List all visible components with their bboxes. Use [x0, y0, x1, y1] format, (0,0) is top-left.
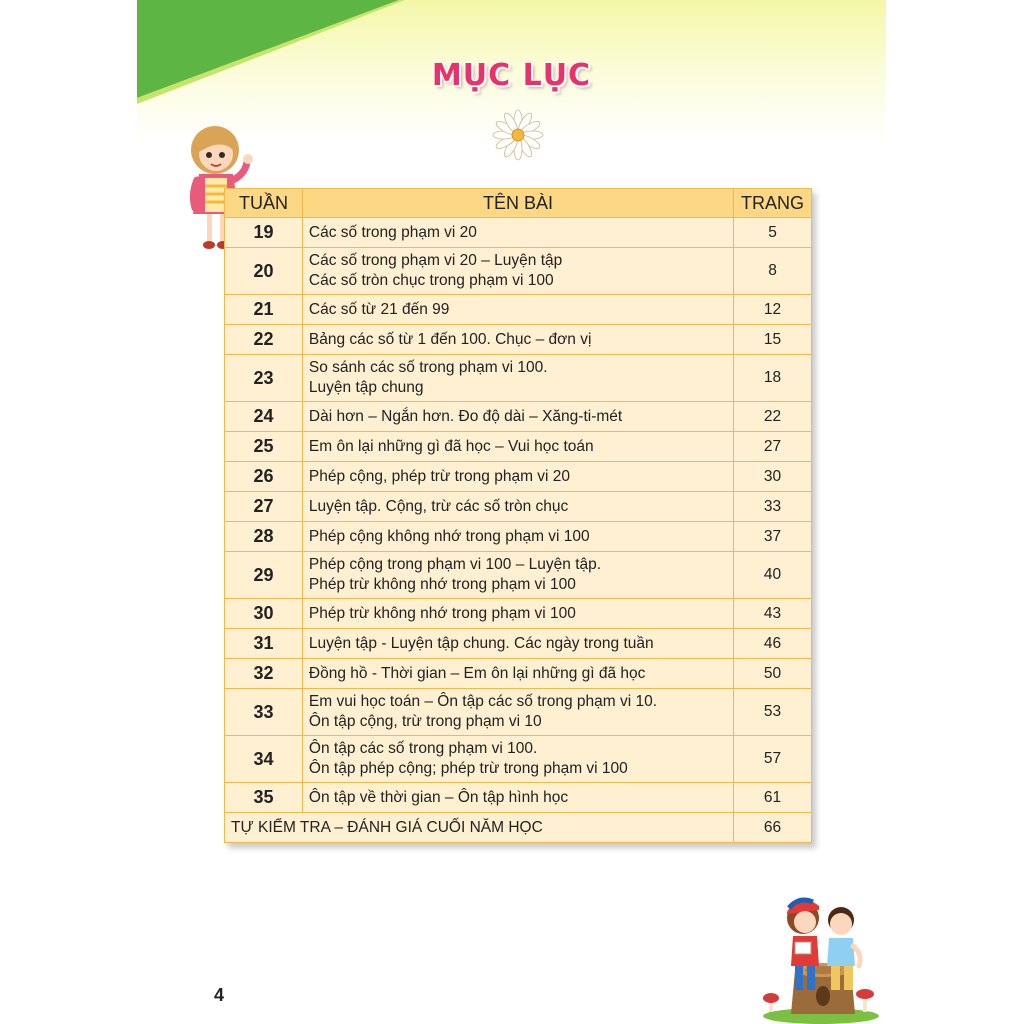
page-number: 4 [214, 985, 225, 1005]
lesson-title-line: Luyện tập chung [308, 379, 424, 396]
page-column-header: TRANG [734, 189, 812, 218]
lesson-title [302, 629, 733, 659]
table-row [225, 462, 812, 492]
table-row [225, 552, 812, 599]
week-number: 35 [225, 783, 303, 813]
lesson-title [302, 492, 733, 522]
lesson-title-line: Các số từ 21 đến 99 [308, 300, 450, 318]
table-row [225, 218, 812, 248]
table-row [225, 629, 812, 659]
page-number-cell: 12 [734, 295, 812, 325]
lesson-title [302, 689, 733, 736]
lesson-title [302, 218, 733, 248]
lesson-title-line: Phép cộng, phép trừ trong phạm vi 20 [308, 467, 571, 485]
table-row [225, 248, 812, 295]
table-body [225, 218, 812, 843]
table-row [225, 355, 812, 402]
week-number: 30 [225, 599, 303, 629]
lesson-title [302, 248, 733, 295]
page-number-cell: 46 [734, 629, 812, 659]
lesson-column-header: TÊN BÀI [302, 189, 733, 218]
week-number: 28 [225, 522, 303, 552]
lesson-title [302, 325, 733, 355]
page-number-cell: 8 [734, 248, 812, 295]
table-row [225, 295, 812, 325]
week-number: 21 [225, 295, 303, 325]
lesson-title [302, 462, 733, 492]
week-number: 26 [225, 462, 303, 492]
document-page [137, 0, 886, 1024]
table-row [225, 492, 812, 522]
page-number-cell: 43 [734, 599, 812, 629]
page-number-cell: 27 [734, 432, 812, 462]
table-row [225, 325, 812, 355]
page-number-cell: 61 [734, 783, 812, 813]
lesson-title [302, 402, 733, 432]
page-number-cell: 18 [734, 355, 812, 402]
final-review-label: TỰ KIỂM TRA – ĐÁNH GIÁ CUỐI NĂM HỌC [225, 813, 734, 843]
week-number: 19 [225, 218, 303, 248]
page-number-cell: 66 [734, 813, 812, 843]
page-number-cell: 33 [734, 492, 812, 522]
table-row [225, 736, 812, 783]
page-number-cell: 53 [734, 689, 812, 736]
lesson-title [302, 432, 733, 462]
lesson-title-line: Bảng các số từ 1 đến 100. Chục – đơn vị [308, 330, 592, 348]
page-number-cell: 5 [734, 218, 812, 248]
table-row [225, 522, 812, 552]
lesson-title-line: Luyện tập - Luyện tập chung. Các ngày trong tuần [308, 634, 654, 652]
lesson-title [302, 552, 733, 599]
lesson-title-line: Phép trừ không nhớ trong phạm vi 100 [308, 604, 576, 622]
week-number: 33 [225, 689, 303, 736]
lesson-title [302, 522, 733, 552]
table-row [225, 659, 812, 689]
table-of-contents [224, 188, 812, 843]
table-header-row [225, 189, 812, 218]
lesson-title-line: Các số trong phạm vi 20 [308, 223, 477, 241]
page-title: MỤC LỤC [431, 58, 592, 93]
table-row [225, 689, 812, 736]
lesson-title-line: Ôn tập về thời gian – Ôn tập hình học [308, 788, 569, 806]
green-corner-decoration [137, 0, 407, 110]
daisy-flower-icon [491, 108, 545, 162]
table-row [225, 402, 812, 432]
page-number-cell: 37 [734, 522, 812, 552]
week-number: 27 [225, 492, 303, 522]
page-number-cell: 15 [734, 325, 812, 355]
lesson-title-line: Ôn tập phép cộng; phép trừ trong phạm vi 100 [308, 760, 628, 777]
table-row [225, 783, 812, 813]
lesson-title-line: Dài hơn – Ngắn hơn. Đo độ dài – Xăng-ti-mét [308, 407, 623, 425]
week-number: 34 [225, 736, 303, 783]
lesson-title-line: Phép trừ không nhớ trong phạm vi 100 [308, 576, 576, 593]
lesson-title-line: Luyện tập. Cộng, trừ các số tròn chục [308, 497, 569, 515]
table-row [225, 599, 812, 629]
lesson-title-line: So sánh các số trong phạm vi 100. [308, 359, 548, 376]
lesson-title-line: Em vui học toán – Ôn tập các số trong phạm vi 10. [308, 693, 657, 710]
lesson-title-line: Các số trong phạm vi 20 – Luyện tập [308, 252, 563, 269]
week-number: 25 [225, 432, 303, 462]
week-number: 29 [225, 552, 303, 599]
lesson-title [302, 783, 733, 813]
week-number: 20 [225, 248, 303, 295]
lesson-title [302, 659, 733, 689]
table-row [225, 432, 812, 462]
page-number-cell: 40 [734, 552, 812, 599]
page-number-cell: 22 [734, 402, 812, 432]
page-number-cell: 30 [734, 462, 812, 492]
lesson-title [302, 295, 733, 325]
lesson-title-line: Đồng hồ - Thời gian – Em ôn lại những gì đã học [308, 664, 646, 682]
lesson-title-line: Các số tròn chục trong phạm vi 100 [308, 272, 554, 289]
lesson-title-line: Phép cộng trong phạm vi 100 – Luyện tập. [308, 556, 602, 573]
final-review-row [225, 813, 812, 843]
week-number: 31 [225, 629, 303, 659]
week-column-header: TUẦN [225, 189, 303, 218]
week-number: 32 [225, 659, 303, 689]
lesson-title [302, 599, 733, 629]
lesson-title-line: Ôn tập các số trong phạm vi 100. [308, 740, 538, 757]
week-number: 22 [225, 325, 303, 355]
week-number: 23 [225, 355, 303, 402]
lesson-title [302, 736, 733, 783]
kids-on-stump-illustration [759, 884, 883, 1024]
lesson-title-line: Phép cộng không nhớ trong phạm vi 100 [308, 527, 590, 545]
lesson-title [302, 355, 733, 402]
lesson-title-line: Ôn tập cộng, trừ trong phạm vi 10 [308, 713, 542, 730]
week-number: 24 [225, 402, 303, 432]
page-number-cell: 50 [734, 659, 812, 689]
lesson-title-line: Em ôn lại những gì đã học – Vui học toán [308, 437, 594, 455]
page-number-cell: 57 [734, 736, 812, 783]
